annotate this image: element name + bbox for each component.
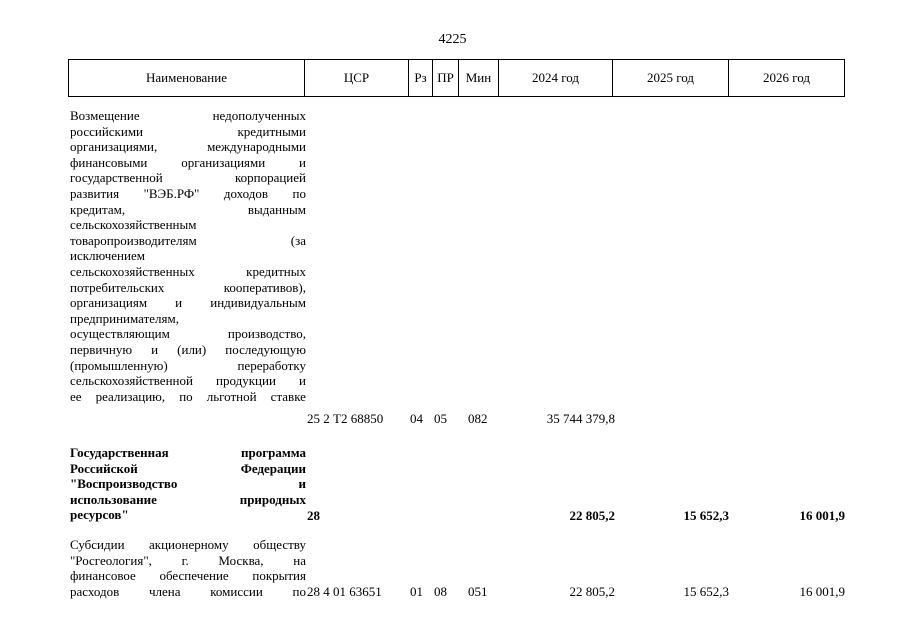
row-name-line: "Воспроизводство и — [70, 476, 306, 492]
row-pr: 05 — [434, 411, 447, 426]
page-number: 4225 — [438, 32, 467, 47]
table-header — [68, 59, 845, 97]
header-rz: Рз — [409, 60, 433, 97]
row-name-line: организациям и индивидуальным — [70, 295, 306, 311]
header-pr: ПР — [433, 60, 459, 97]
row-value-2025: 15 652,3 — [683, 508, 729, 523]
row-name-line: кредитам, выданным — [70, 201, 306, 217]
row-name-line: сельскохозяйственных кредитных — [70, 263, 306, 279]
row-name-line: расходов члена комиссии по — [70, 583, 306, 599]
row-name-line: (промышленную) переработку — [70, 357, 306, 373]
row-name-line: финансовыми организациями и — [70, 154, 306, 170]
row-name-line: финансовое обеспечение покрытия — [70, 568, 306, 584]
row-name-line: ресурсов" — [70, 507, 129, 523]
row-name-line: потребительских кооперативов), — [70, 279, 306, 295]
row-name-line: предпринимателям, — [70, 310, 179, 326]
row-name-line: организациями, международными — [70, 139, 306, 155]
row-name-line: первичную и (или) последующую — [70, 341, 306, 357]
row-value-2024: 22 805,2 — [569, 584, 615, 599]
row-name-line: сельскохозяйственной продукции и — [70, 373, 306, 389]
row-name-line: развития "ВЭБ.РФ" доходов по — [70, 185, 306, 201]
row-name-line: Возмещение недополученных — [70, 108, 306, 123]
header-csr: ЦСР — [305, 60, 409, 97]
row-name-line: сельскохозяйственным — [70, 217, 197, 233]
row-min: 051 — [468, 584, 488, 599]
header-2026: 2026 год — [729, 60, 845, 97]
row-name-line: товаропроизводителям (за — [70, 232, 306, 248]
row-name-line: осуществляющим производство, — [70, 326, 306, 342]
row-csr: 28 4 01 63651 — [307, 584, 382, 599]
row-name-line: Государственная программа — [70, 445, 306, 460]
row-name-line: исключением — [70, 248, 145, 264]
row-name — [70, 108, 306, 404]
header-2024: 2024 год — [499, 60, 613, 97]
row-name — [70, 445, 306, 523]
row-name — [70, 537, 306, 599]
row-csr: 25 2 Т2 68850 — [307, 411, 384, 426]
row-value-2026: 16 001,9 — [799, 508, 845, 523]
row-name-line: "Росгеология", г. Москва, на — [70, 552, 306, 568]
row-value-2026: 16 001,9 — [799, 584, 845, 599]
row-name-line: Субсидии акционерному обществу — [70, 537, 306, 552]
row-name-line: российскими кредитными — [70, 123, 306, 139]
row-rz: 01 — [410, 584, 423, 599]
row-name-line: Российской Федерации — [70, 460, 306, 476]
header-name: Наименование — [69, 60, 305, 97]
row-value-2025: 15 652,3 — [683, 584, 729, 599]
row-min: 082 — [468, 411, 488, 426]
row-value-2024: 22 805,2 — [569, 508, 615, 523]
row-csr: 28 — [307, 508, 320, 523]
row-pr: 08 — [434, 584, 447, 599]
row-name-line: государственной корпорацией — [70, 170, 306, 186]
header-2025: 2025 год — [613, 60, 729, 97]
row-rz: 04 — [410, 411, 423, 426]
header-min: Мин — [459, 60, 499, 97]
row-name-line: ее реализацию, по льготной ставке — [70, 388, 306, 404]
row-name-line: использование природных — [70, 491, 306, 507]
row-value-2024: 35 744 379,8 — [546, 411, 615, 426]
